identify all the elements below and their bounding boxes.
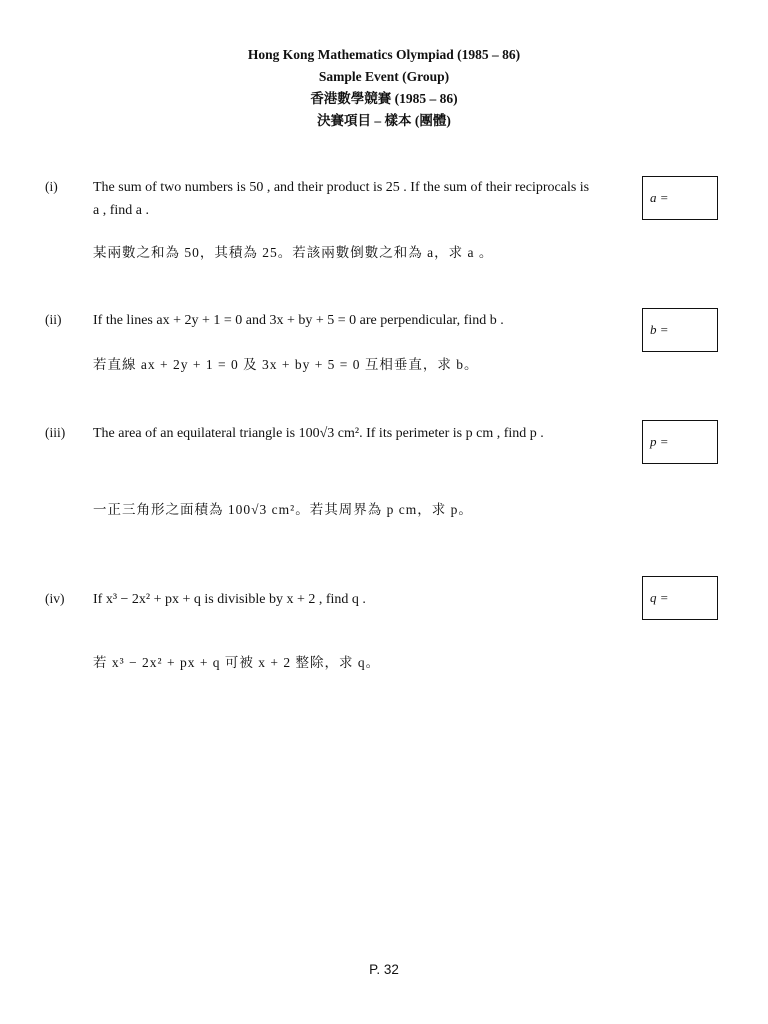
answer-box[interactable] [642, 420, 718, 464]
answer-label: q = [650, 590, 669, 605]
answer-label: p = [650, 434, 669, 449]
answer-box[interactable] [642, 576, 718, 620]
problem-text-zh: 一正三角形之面積為 100√3 cm²。若其周界為 p cm，求 p。 [93, 502, 473, 517]
problem-text-en: If the lines ax + 2y + 1 = 0 and 3x + by + 5 = 0 are perpendicular, find b . [93, 313, 504, 328]
problem-text-en: The sum of two numbers is 50 , and their product is 25 . If the sum of their reciprocals is a , find a . [93, 180, 590, 218]
title-zh: 香港數學競賽 (1985 – 86) [310, 91, 458, 106]
problem-text-zh: 某兩數之和為 50，其積為 25。若該兩數倒數之和為 a，求 a 。 [93, 245, 494, 260]
title-en: Hong Kong Mathematics Olympiad (1985 – 86) [247, 47, 521, 62]
page-number: P. 32 [369, 962, 399, 977]
problem-label: (ii) [45, 312, 62, 327]
subtitle-zh: 決賽項目 – 樣本 (團體) [317, 113, 451, 128]
problem-label: (iii) [45, 425, 66, 440]
answer-box[interactable] [642, 308, 718, 352]
problem-label: (i) [45, 179, 58, 194]
problem-text-zh: 若直線 ax + 2y + 1 = 0 及 3x + by + 5 = 0 互相垂直，求 b。 [93, 357, 479, 372]
problem-text-en: If x³ − 2x² + px + q is divisible by x + 2 , find q . [93, 592, 366, 607]
problem-text-en: The area of an equilateral triangle is 100√3 cm². If its perimeter is p cm , find p . [93, 426, 544, 441]
subtitle-en: Sample Event (Group) [318, 69, 450, 84]
problem-text-zh: 若 x³ − 2x² + px + q 可被 x + 2 整除，求 q。 [93, 655, 381, 670]
answer-label: b = [650, 322, 669, 337]
answer-box[interactable] [642, 176, 718, 220]
page-header [0, 44, 768, 132]
problem-label: (iv) [45, 591, 65, 606]
answer-label: a = [650, 190, 669, 205]
